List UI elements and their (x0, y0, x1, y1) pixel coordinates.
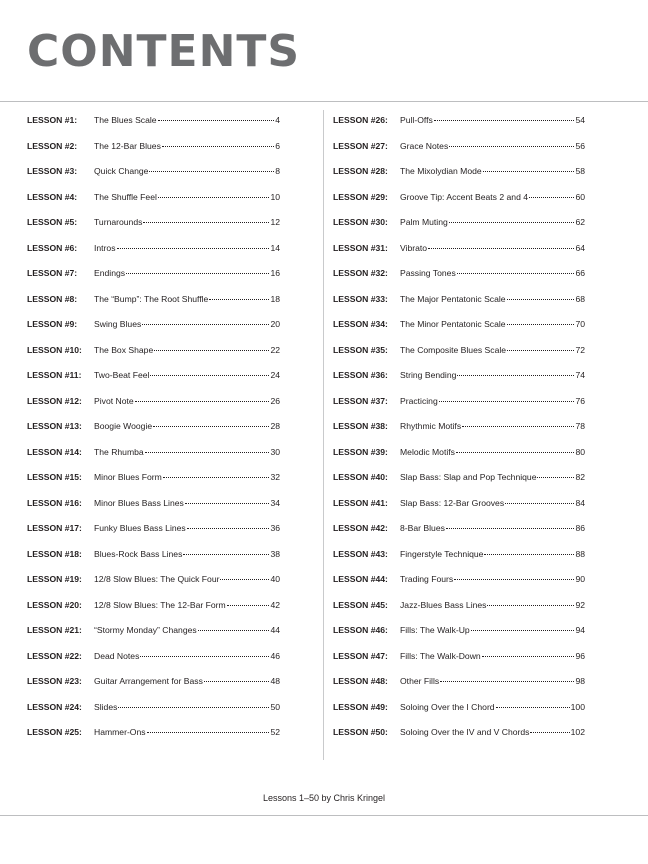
lesson-number: LESSON #22: (27, 650, 82, 661)
dot-leader (471, 629, 575, 631)
toc-entry (27, 442, 280, 468)
toc-entry (333, 569, 585, 595)
lesson-number: LESSON #24: (27, 701, 82, 712)
toc-entry (333, 595, 585, 621)
toc-entry (333, 161, 585, 187)
lesson-number: LESSON #31: (333, 242, 388, 253)
lesson-number: LESSON #47: (333, 650, 388, 661)
toc-entry (333, 340, 585, 366)
page-number: 102 (570, 727, 585, 737)
lesson-number: LESSON #34: (333, 319, 388, 329)
lesson-title: Fingerstyle Technique (400, 548, 484, 559)
lesson-title: Blues-Rock Bass Lines (94, 548, 183, 559)
lesson-title: The Rhumba (94, 446, 144, 457)
lesson-number: LESSON #12: (27, 395, 82, 406)
toc-entry (27, 136, 280, 162)
page-number: 100 (570, 701, 585, 712)
dot-leader (162, 145, 274, 147)
toc-entry (27, 646, 280, 672)
lesson-title: 8-Bar Blues (400, 523, 445, 533)
toc-entry (27, 697, 280, 723)
lesson-number: LESSON #30: (333, 217, 388, 227)
page-number: 90 (575, 574, 585, 584)
dot-leader (118, 706, 269, 708)
lesson-title: Minor Blues Form (94, 472, 162, 482)
lesson-number: LESSON #19: (27, 574, 82, 584)
lesson-number: LESSON #39: (333, 446, 388, 457)
toc-entry (27, 314, 280, 340)
page-number: 78 (575, 421, 585, 431)
toc-entry (27, 722, 280, 748)
lesson-number: LESSON #23: (27, 676, 82, 686)
dot-leader (446, 527, 575, 529)
dot-leader (505, 502, 574, 504)
lesson-number: LESSON #29: (333, 191, 388, 202)
lesson-title: Melodic Motifs (400, 446, 455, 457)
dot-leader (149, 170, 274, 172)
lesson-number: LESSON #11: (27, 370, 82, 380)
lesson-title: “Stormy Monday” Changes (94, 625, 197, 635)
page-number: 68 (575, 293, 585, 304)
page-number: 98 (575, 676, 585, 686)
dot-leader (117, 247, 270, 249)
dot-leader (449, 145, 574, 147)
toc-entry (27, 263, 280, 289)
page-number: 88 (575, 548, 585, 559)
lesson-title: Vibrato (400, 242, 428, 253)
toc-entry (333, 187, 585, 213)
page-number: 38 (270, 548, 280, 559)
lesson-number: LESSON #48: (333, 676, 388, 686)
toc-entry (27, 110, 280, 136)
lesson-title: Minor Blues Bass Lines (94, 497, 184, 508)
dot-leader (150, 374, 269, 376)
lesson-title: Dead Notes (94, 650, 140, 661)
lesson-title: Slap Bass: Slap and Pop Technique (400, 472, 537, 482)
lesson-number: LESSON #49: (333, 701, 388, 712)
dot-leader (484, 553, 574, 555)
dot-leader (487, 604, 574, 606)
lesson-title: Palm Muting (400, 217, 448, 227)
dot-leader (227, 604, 270, 606)
dot-leader (496, 706, 570, 708)
toc-column-left (27, 110, 280, 748)
lesson-title: Endings (94, 268, 126, 278)
dot-leader (158, 119, 275, 121)
dot-leader (457, 272, 575, 274)
toc-entry (27, 212, 280, 238)
credit-line: Lessons 1–50 by Chris Kringel (262, 793, 386, 803)
lesson-number: LESSON #1: (27, 115, 78, 125)
lesson-title: 12/8 Slow Blues: The Quick Four (94, 574, 220, 584)
toc-entry (333, 442, 585, 468)
toc-entry (333, 416, 585, 442)
page-number: 34 (270, 497, 280, 508)
dot-leader (209, 298, 269, 300)
lesson-title: String Bending (400, 370, 457, 380)
dot-leader (142, 323, 269, 325)
toc-entry (333, 493, 585, 519)
toc-entry (333, 212, 585, 238)
dot-leader (439, 400, 575, 402)
dot-leader (145, 451, 270, 453)
lesson-title: Boogie Woogie (94, 421, 153, 431)
lesson-title: Swing Blues (94, 319, 142, 329)
lesson-title: Passing Tones (400, 268, 456, 278)
toc-entry (333, 136, 585, 162)
lesson-number: LESSON #27: (333, 140, 388, 151)
page-number: 86 (575, 523, 585, 533)
lesson-title: Funky Blues Bass Lines (94, 523, 186, 533)
dot-leader (434, 119, 575, 121)
dot-leader (507, 349, 574, 351)
toc-entry (27, 493, 280, 519)
lesson-number: LESSON #45: (333, 599, 388, 610)
page-number: 24 (270, 370, 280, 380)
page-number: 58 (575, 166, 585, 176)
toc-entry (333, 671, 585, 697)
dot-leader (140, 655, 269, 657)
lesson-title: Pull-Offs (400, 115, 433, 125)
toc-entry (27, 416, 280, 442)
lesson-number: LESSON #13: (27, 421, 82, 431)
page-number: 12 (270, 217, 280, 227)
lesson-number: LESSON #50: (333, 727, 388, 737)
lesson-title: Soloing Over the IV and V Chords (400, 727, 530, 737)
dot-leader (220, 578, 269, 580)
page-number: 62 (575, 217, 585, 227)
dot-leader (483, 170, 575, 172)
toc-entry (27, 340, 280, 366)
dot-leader (462, 425, 574, 427)
lesson-number: LESSON #6: (27, 242, 78, 253)
toc-column-right (333, 110, 585, 748)
page-number: 46 (270, 650, 280, 661)
page-number: 54 (575, 115, 585, 125)
lesson-title: Jazz-Blues Bass Lines (400, 599, 487, 610)
page-number: 50 (270, 701, 280, 712)
lesson-title: The Blues Scale (94, 115, 157, 125)
page-number: 22 (270, 344, 280, 355)
dot-leader (204, 680, 270, 682)
dot-leader (428, 247, 574, 249)
column-divider (323, 110, 324, 760)
page-number: 18 (270, 293, 280, 304)
lesson-title: The Composite Blues Scale (400, 344, 507, 355)
toc-entry (27, 569, 280, 595)
page-number: 70 (575, 319, 585, 329)
lesson-number: LESSON #33: (333, 293, 388, 304)
dot-leader (143, 221, 269, 223)
page-number: 92 (575, 599, 585, 610)
toc-entry (333, 314, 585, 340)
page-number: 10 (270, 191, 280, 202)
toc-entry (333, 263, 585, 289)
lesson-title: Soloing Over the I Chord (400, 701, 495, 712)
lesson-number: LESSON #26: (333, 115, 388, 125)
lesson-title: The Mixolydian Mode (400, 166, 482, 176)
page-number: 84 (575, 497, 585, 508)
dot-leader (153, 425, 269, 427)
dot-leader (454, 578, 574, 580)
toc-entry (27, 620, 280, 646)
page-number: 32 (270, 472, 280, 482)
lesson-title: Quick Change (94, 166, 149, 176)
lesson-title: The Major Pentatonic Scale (400, 293, 506, 304)
dot-leader (183, 553, 269, 555)
toc-entry (333, 289, 585, 315)
dot-leader (154, 349, 269, 351)
page-number: 20 (270, 319, 280, 329)
dot-leader (147, 731, 270, 733)
toc-entry (27, 187, 280, 213)
lesson-title: Trading Fours (400, 574, 454, 584)
lesson-number: LESSON #41: (333, 497, 388, 508)
lesson-number: LESSON #7: (27, 268, 78, 278)
toc-entry (333, 391, 585, 417)
toc-entry (333, 722, 585, 748)
lesson-title: Intros (94, 242, 116, 253)
dot-leader (163, 476, 270, 478)
lesson-title: The Shuffle Feel (94, 191, 157, 202)
lesson-number: LESSON #9: (27, 319, 78, 329)
lesson-number: LESSON #35: (333, 344, 388, 355)
lesson-title: Rhythmic Motifs (400, 421, 462, 431)
toc-entry (27, 161, 280, 187)
toc-entry (333, 110, 585, 136)
lesson-number: LESSON #28: (333, 166, 388, 176)
dot-leader (135, 400, 270, 402)
page-number: 14 (270, 242, 280, 253)
toc-entry (27, 238, 280, 264)
page-number: 76 (575, 395, 585, 406)
page-number: 4 (275, 115, 280, 125)
page-number: 16 (270, 268, 280, 278)
dot-leader (507, 298, 575, 300)
dot-leader (185, 502, 270, 504)
toc-entry (27, 391, 280, 417)
page-number: 96 (575, 650, 585, 661)
toc-entry (27, 365, 280, 391)
dot-leader (158, 196, 270, 198)
lesson-title: The Box Shape (94, 344, 154, 355)
toc-entry (27, 544, 280, 570)
toc-entry (333, 467, 585, 493)
lesson-title: Guitar Arrangement for Bass (94, 676, 203, 686)
lesson-number: LESSON #21: (27, 625, 82, 635)
dot-leader (456, 451, 575, 453)
lesson-number: LESSON #40: (333, 472, 388, 482)
lesson-number: LESSON #8: (27, 293, 78, 304)
toc-entry (333, 238, 585, 264)
dot-leader (440, 680, 574, 682)
page-number: 30 (270, 446, 280, 457)
lesson-number: LESSON #18: (27, 548, 82, 559)
dot-leader (198, 629, 270, 631)
dot-leader (507, 323, 575, 325)
page-number: 72 (575, 344, 585, 355)
page-number: 28 (270, 421, 280, 431)
page-number: 82 (575, 472, 585, 482)
dot-leader (187, 527, 270, 529)
lesson-number: LESSON #17: (27, 523, 82, 533)
dot-leader (126, 272, 269, 274)
lesson-number: LESSON #46: (333, 625, 388, 635)
lesson-number: LESSON #38: (333, 421, 388, 431)
lesson-number: LESSON #3: (27, 166, 78, 176)
lesson-title: Other Fills (400, 676, 440, 686)
lesson-number: LESSON #44: (333, 574, 388, 584)
lesson-title: Turnarounds (94, 217, 143, 227)
lesson-number: LESSON #16: (27, 497, 82, 508)
top-divider (0, 101, 648, 102)
dot-leader (457, 374, 574, 376)
toc-entry (27, 467, 280, 493)
toc-entry (333, 620, 585, 646)
toc-entry (27, 671, 280, 697)
page-number: 6 (275, 140, 280, 151)
dot-leader (482, 655, 575, 657)
lesson-title: Hammer-Ons (94, 727, 146, 737)
page-number: 66 (575, 268, 585, 278)
lesson-number: LESSON #5: (27, 217, 78, 227)
toc-entry (333, 697, 585, 723)
toc-entry (333, 544, 585, 570)
page-number: 42 (270, 599, 280, 610)
lesson-title: Fills: The Walk-Down (400, 650, 481, 661)
page-number: 40 (270, 574, 280, 584)
toc-entry (27, 289, 280, 315)
dot-leader (529, 196, 574, 198)
lesson-title: Slap Bass: 12-Bar Grooves (400, 497, 505, 508)
page-number: 94 (575, 625, 585, 635)
page-number: 52 (270, 727, 280, 737)
lesson-title: Fills: The Walk-Up (400, 625, 470, 635)
page-number: 80 (575, 446, 585, 457)
lesson-number: LESSON #20: (27, 599, 82, 610)
lesson-number: LESSON #10: (27, 344, 82, 355)
lesson-title: Pivot Note (94, 395, 134, 406)
page-number: 64 (575, 242, 585, 253)
toc-entry (27, 595, 280, 621)
lesson-number: LESSON #36: (333, 370, 388, 380)
lesson-number: LESSON #32: (333, 268, 388, 278)
page-title: CONTENTS (27, 26, 301, 77)
page-number: 26 (270, 395, 280, 406)
lesson-title: Slides (94, 701, 118, 712)
page-number: 48 (270, 676, 280, 686)
lesson-title: Two-Beat Feel (94, 370, 150, 380)
toc-entry (27, 518, 280, 544)
lesson-number: LESSON #43: (333, 548, 388, 559)
lesson-number: LESSON #2: (27, 140, 78, 151)
lesson-title: Grace Notes (400, 140, 449, 151)
lesson-number: LESSON #37: (333, 395, 388, 406)
lesson-number: LESSON #42: (333, 523, 388, 533)
lesson-number: LESSON #15: (27, 472, 82, 482)
page-number: 8 (275, 166, 280, 176)
dot-leader (449, 221, 575, 223)
page-number: 74 (575, 370, 585, 380)
lesson-title: The Minor Pentatonic Scale (400, 319, 506, 329)
lesson-title: Groove Tip: Accent Beats 2 and 4 (400, 191, 529, 202)
lesson-title: The “Bump”: The Root Shuffle (94, 293, 209, 304)
lesson-number: LESSON #25: (27, 727, 82, 737)
page-number: 60 (575, 191, 585, 202)
page-number: 44 (270, 625, 280, 635)
page-number: 36 (270, 523, 280, 533)
lesson-number: LESSON #4: (27, 191, 78, 202)
dot-leader (530, 731, 569, 733)
toc-entry (333, 518, 585, 544)
page-number: 56 (575, 140, 585, 151)
dot-leader (537, 476, 574, 478)
lesson-title: 12/8 Slow Blues: The 12-Bar Form (94, 599, 226, 610)
toc-entry (333, 646, 585, 672)
toc-entry (333, 365, 585, 391)
lesson-title: The 12-Bar Blues (94, 140, 161, 151)
lesson-title: Practicing (400, 395, 438, 406)
lesson-number: LESSON #14: (27, 446, 82, 457)
bottom-divider (0, 815, 648, 816)
